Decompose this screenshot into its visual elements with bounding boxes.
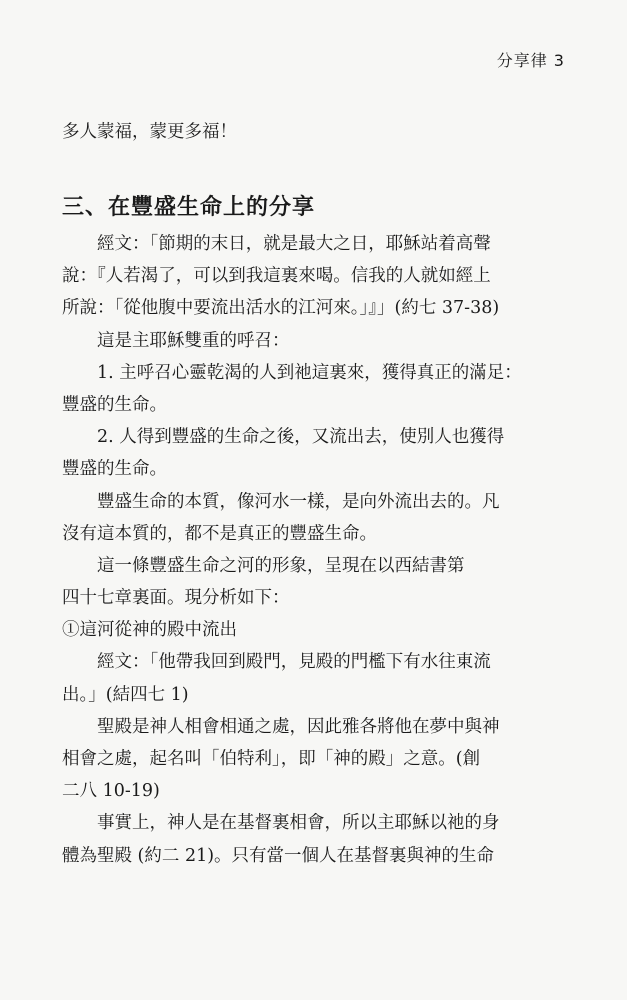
text-line: 經文：「節期的末日，就是最大之日，耶穌站着高聲 [97,234,491,254]
body-text [62,228,572,872]
text-line: 所說：「從他腹中要流出活水的江河來。」』」(約七 37-38) [62,298,500,319]
opening-line: 多人蒙福，蒙更多福！ [62,122,237,142]
text-line: 沒有這本質的，都不是真正的豐盛生命。 [62,523,377,544]
text-line: 豐盛的生命。 [62,459,167,480]
text-line: 這一條豐盛生命之河的形象，呈現在以西結書第 [97,555,465,576]
text-line: 1. 主呼召心靈乾渴的人到祂這裏來，獲得真正的滿足： [97,362,522,383]
text-line: ①這河從神的殿中流出 [62,620,237,641]
text-line: 體為聖殿 (約二 21)。只有當一個人在基督裏與神的生命 [62,845,495,866]
text-line: 出。」(結四七 1) [62,684,189,705]
text-line: 聖殿是神人相會相通之處，因此雅各將他在夢中與神 [97,716,500,737]
text-line: 說：『人若渴了，可以到我這裏來喝。信我的人就如經上 [62,266,491,287]
text-line: 相會之處，起名叫「伯特利」，即「神的殿」之意。(創 [62,749,481,769]
text-line: 事實上，神人是在基督裏相會，所以主耶穌以祂的身 [97,813,500,834]
text-line: 這是主耶穌雙重的呼召： [97,330,290,351]
text-line: 豐盛生命的本質，像河水一樣，是向外流出去的。凡 [97,491,500,512]
text-line: 豐盛的生命。 [62,394,167,415]
running-head: 分享律 3 [496,51,565,70]
text-line: 經文：「他帶我回到殿門，見殿的門檻下有水往東流 [97,652,491,673]
section-title: 三、在豐盛生命上的分享 [62,194,316,220]
text-line: 四十七章裏面。現分析如下： [62,588,290,609]
text-line: 2. 人得到豐盛的生命之後，又流出去，使別人也獲得 [97,427,505,448]
text-line: 二八 10-19) [62,781,160,802]
